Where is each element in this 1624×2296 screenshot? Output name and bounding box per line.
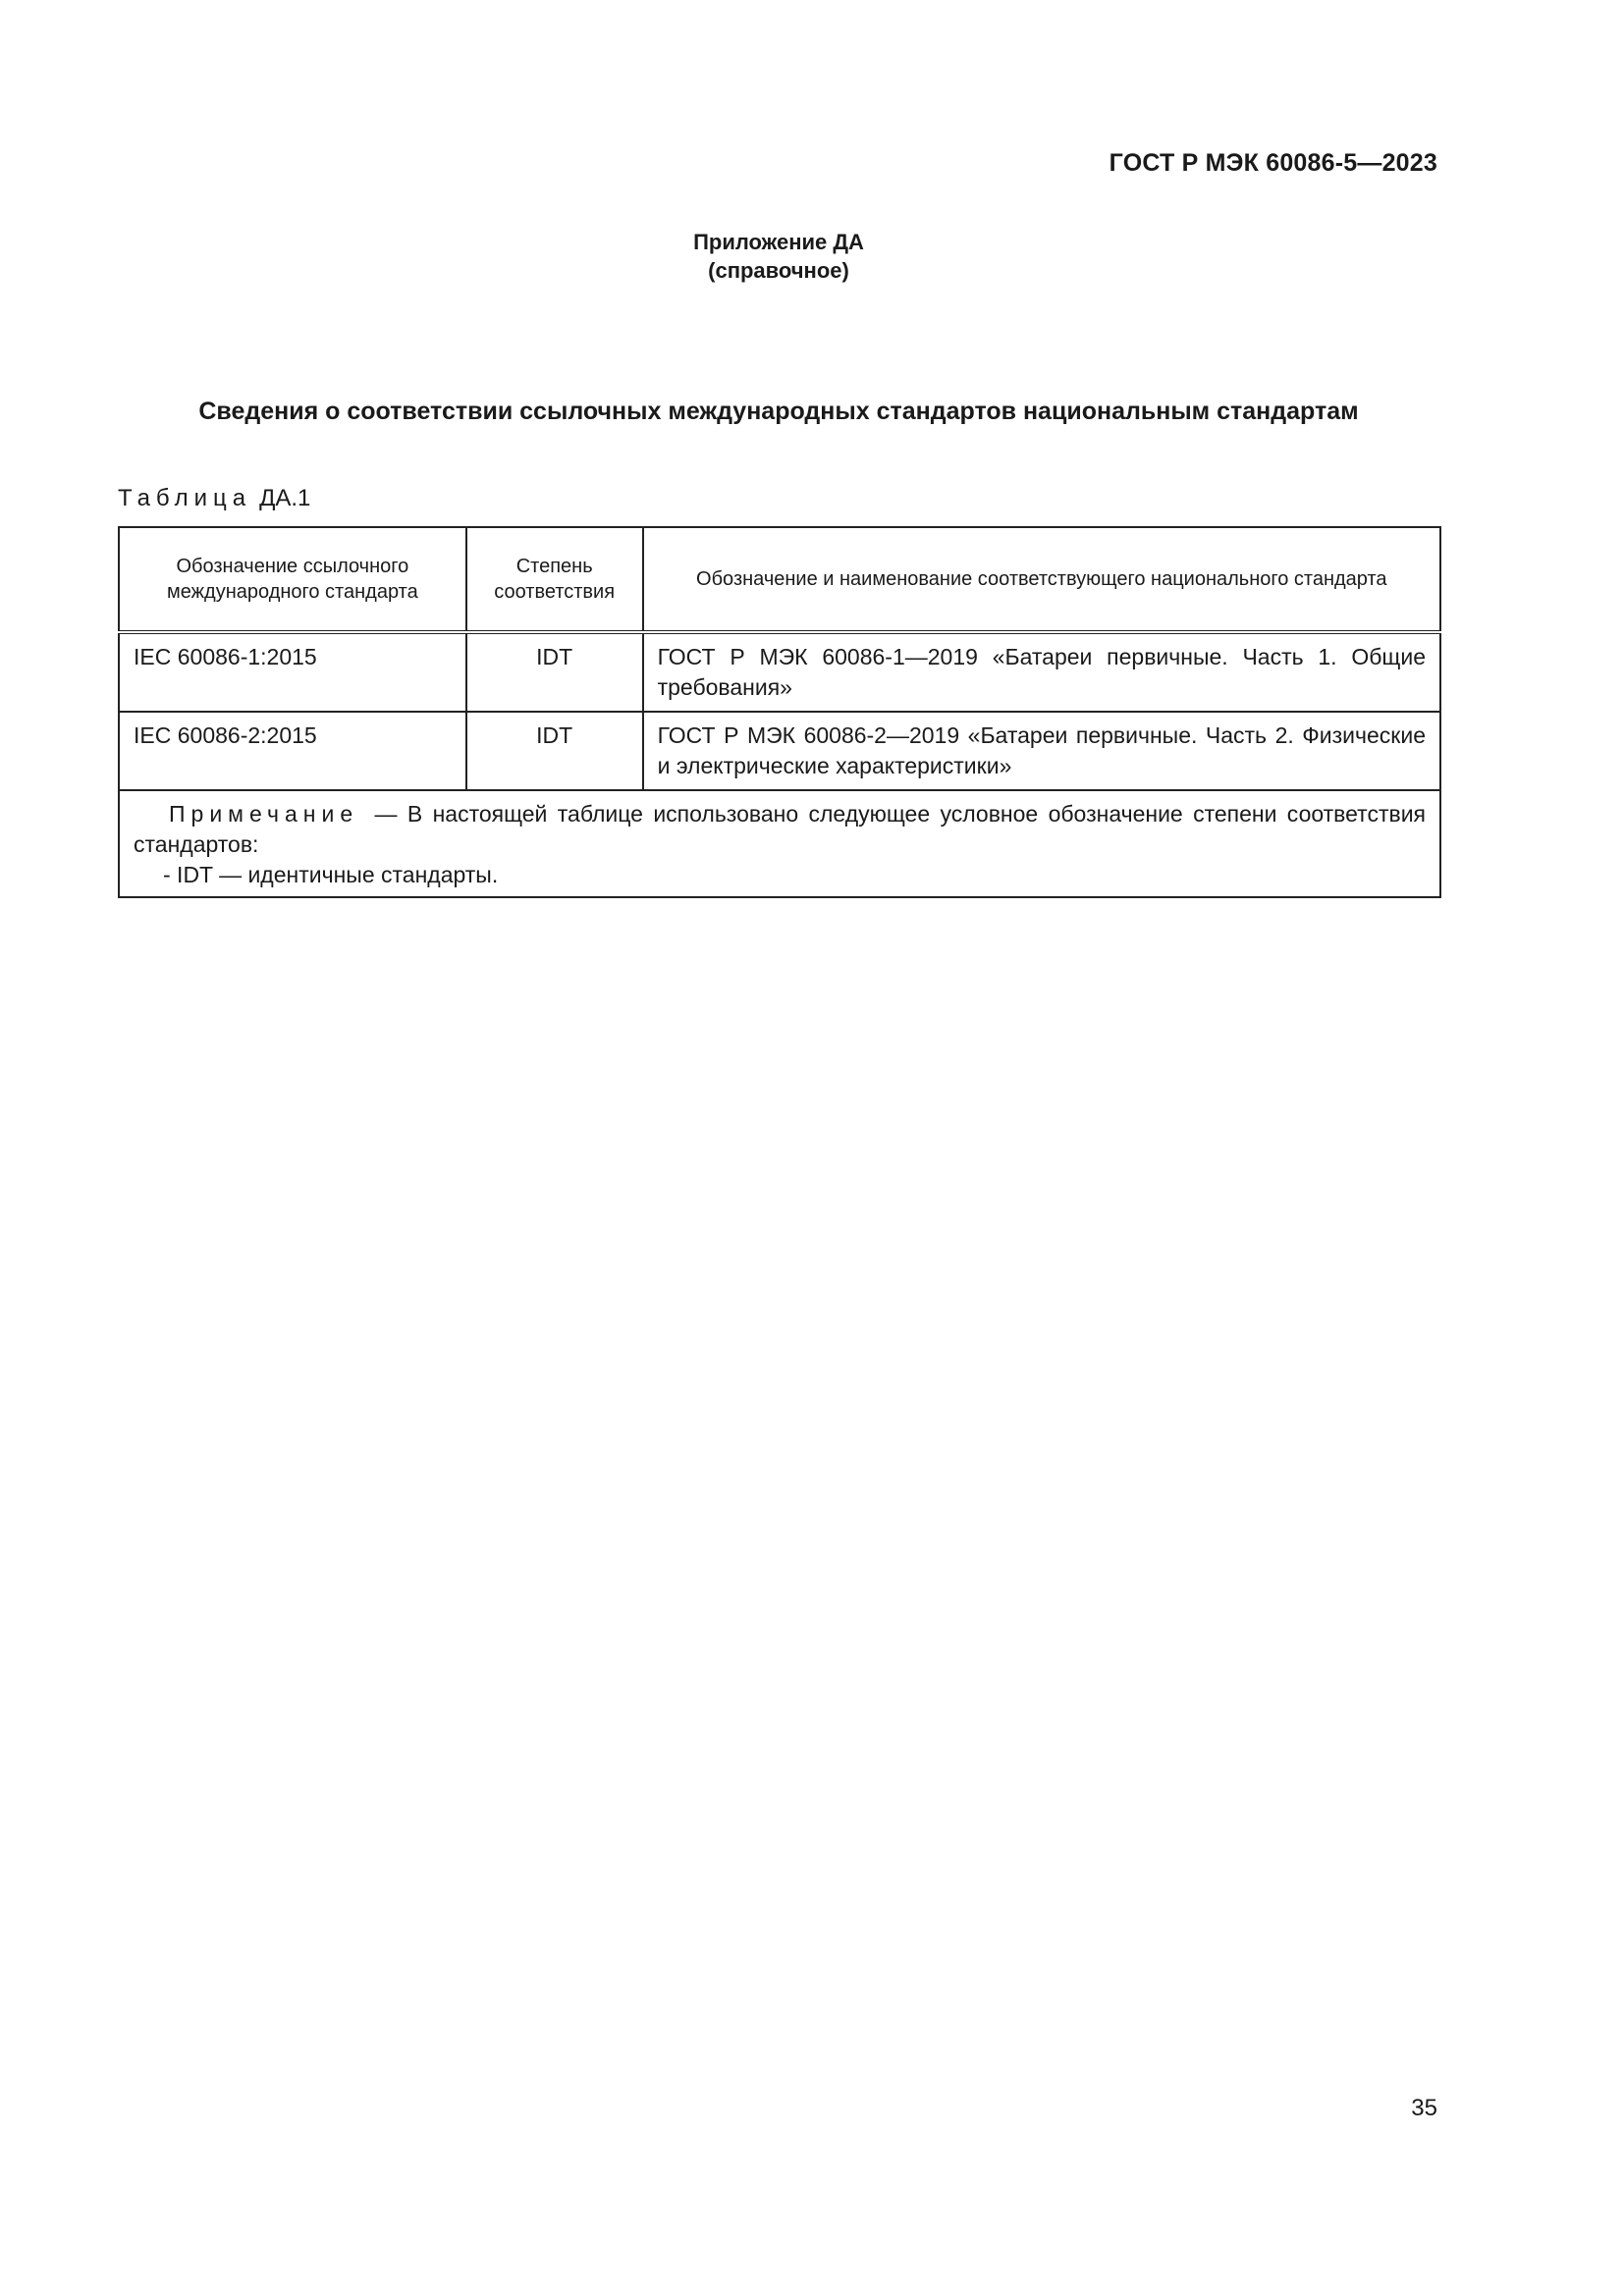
header-intl-standard: Обозначение ссылочного международного стандарта bbox=[119, 527, 466, 632]
annex-heading bbox=[0, 228, 1557, 285]
table-caption-word: Таблица bbox=[118, 485, 252, 511]
standards-correspondence-table bbox=[118, 526, 1441, 898]
table-row bbox=[119, 632, 1440, 712]
cell-national-standard: ГОСТ Р МЭК 60086-1—2019 «Батареи первичные. Часть 1. Общие требования» bbox=[643, 632, 1440, 712]
table-row bbox=[119, 712, 1440, 790]
table-note-row bbox=[119, 790, 1440, 897]
page-number: 35 bbox=[1411, 2095, 1437, 2121]
table-header-row bbox=[119, 527, 1440, 632]
annex-title: Приложение ДА bbox=[693, 230, 864, 254]
cell-national-standard: ГОСТ Р МЭК 60086-2—2019 «Батареи первичные. Часть 2. Физические и электрические характеристики» bbox=[643, 712, 1440, 790]
document-code-header: ГОСТ Р МЭК 60086-5—2023 bbox=[1109, 149, 1437, 177]
note-line bbox=[134, 799, 1426, 860]
cell-degree: IDT bbox=[466, 632, 643, 712]
table-note bbox=[119, 790, 1440, 897]
cell-intl-standard: IEC 60086-2:2015 bbox=[119, 712, 466, 790]
annex-subtitle: (справочное) bbox=[708, 258, 849, 283]
table-caption-id: ДА.1 bbox=[259, 485, 311, 511]
table-caption bbox=[118, 485, 310, 512]
header-degree: Степень соответствия bbox=[466, 527, 643, 632]
cell-degree: IDT bbox=[466, 712, 643, 790]
cell-intl-standard: IEC 60086-1:2015 bbox=[119, 632, 466, 712]
header-national-standard: Обозначение и наименование соответствующего национального стандарта bbox=[643, 527, 1440, 632]
section-title: Сведения о соответствии ссылочных международных стандартов национальным стандартам bbox=[198, 398, 1359, 425]
note-label: Примечание bbox=[169, 801, 359, 827]
note-text: — В настоящей таблице использовано следующее условное обозначение степени соответствия стандартов: bbox=[134, 801, 1426, 857]
note-item: - IDT — идентичные стандарты. bbox=[163, 862, 499, 887]
